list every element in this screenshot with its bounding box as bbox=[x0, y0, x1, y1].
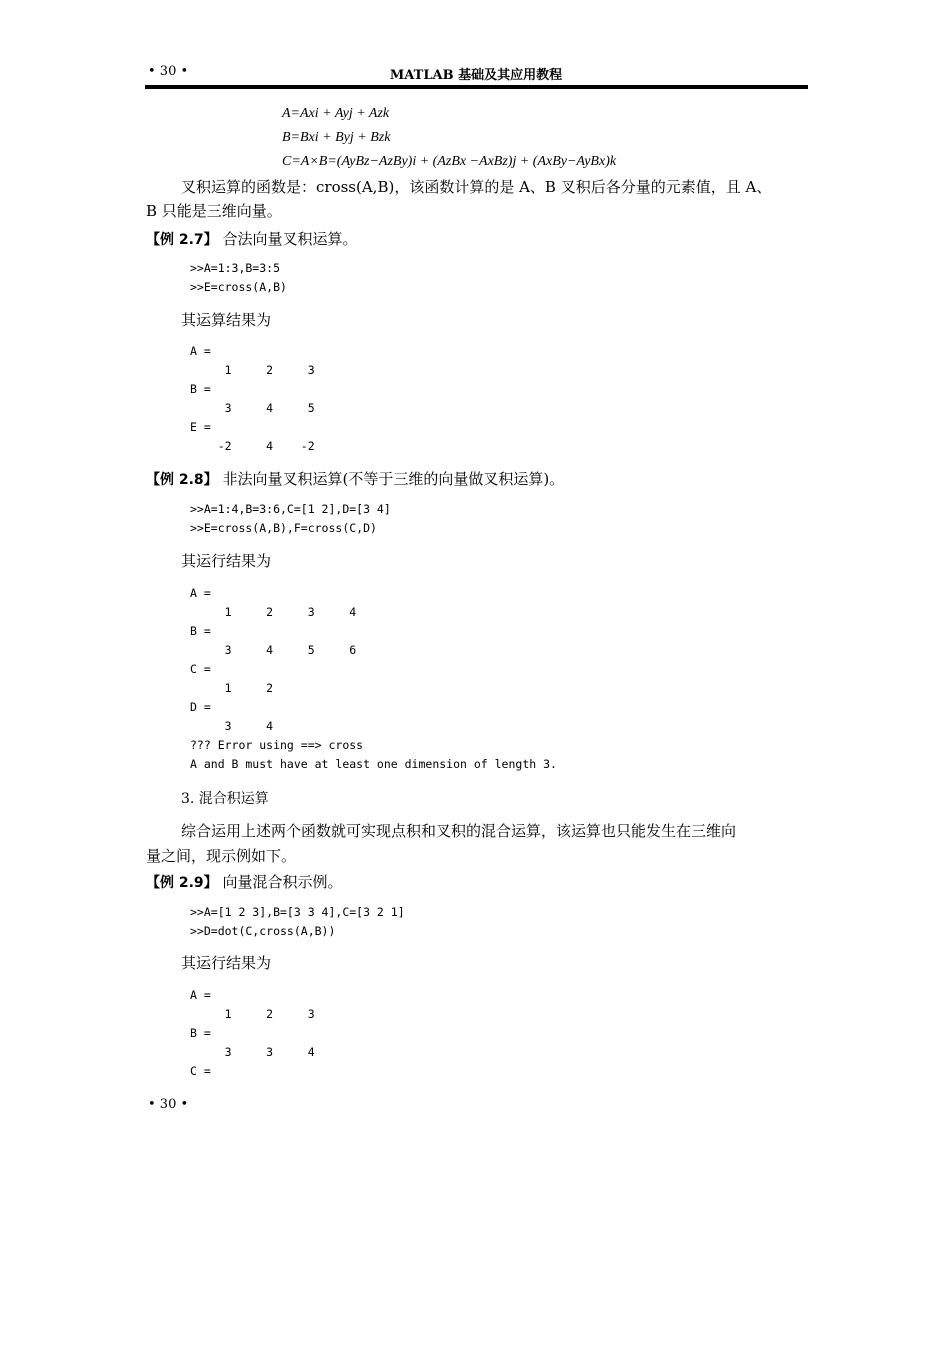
header-book-title: MATLAB 基础及其应用教程 bbox=[389, 68, 563, 83]
example-2-7-result-intro: 其运算结果为 bbox=[181, 311, 272, 329]
example-2-9-code: >>A=[1 2 3],B=[3 3 4],C=[3 2 1] >>D=dot(C,cross(A,B)) bbox=[190, 905, 405, 938]
intro-line-1: 叉积运算的函数是：cross(A,B)，该函数计算的是 A、B 叉积后各分量的元素值，且 A、 bbox=[181, 178, 772, 196]
example-2-7-code: >>A=1:3,B=3:5 >>E=cross(A,B) bbox=[190, 261, 287, 294]
example-2-9-result-intro: 其运行结果为 bbox=[181, 954, 272, 972]
example-title: 非法向量叉积运算(不等于三维的向量做叉积运算)。 bbox=[222, 470, 565, 488]
formula-a: A=Axi + Ayj + Azk bbox=[282, 106, 390, 121]
example-title: 合法向量叉积运算。 bbox=[222, 230, 358, 248]
section-3-heading: 3. 混合积运算 bbox=[181, 791, 269, 807]
example-2-7-output: A = 1 2 3 B = 3 4 5 E = -2 4 -2 bbox=[190, 344, 315, 453]
example-title: 向量混合积示例。 bbox=[222, 873, 343, 891]
intro-line-2: B 只能是三维向量。 bbox=[146, 202, 282, 220]
example-label: 【例 2.9】 bbox=[146, 875, 218, 891]
header-rule bbox=[145, 85, 808, 89]
example-2-9-output: A = 1 2 3 B = 3 3 4 C = bbox=[190, 988, 315, 1078]
example-2-8-output: A = 1 2 3 4 B = 3 4 5 6 C = 1 2 D = 3 4 ??? Error using ==> cross A and B must have at least one dimension of length 3. bbox=[190, 586, 557, 771]
example-2-8-heading bbox=[146, 468, 564, 489]
example-2-8-code: >>A=1:4,B=3:6,C=[1 2],D=[3 4] >>E=cross(A,B),F=cross(C,D) bbox=[190, 502, 391, 535]
footer-page-number: • 30 • bbox=[148, 1097, 189, 1112]
header-page-number: • 30 • bbox=[148, 64, 189, 79]
formula-c: C=A×B=(AyBz−AzBy)i + (AzBx −AxBz)j + (AxBy−AyBx)k bbox=[282, 154, 617, 169]
example-2-7-heading bbox=[146, 228, 357, 249]
section-3-line-2: 量之间，现示例如下。 bbox=[146, 847, 297, 865]
formula-b: B=Bxi + Byj + Bzk bbox=[282, 130, 391, 145]
example-label: 【例 2.8】 bbox=[146, 472, 218, 488]
example-2-9-heading bbox=[146, 871, 342, 892]
example-label: 【例 2.7】 bbox=[146, 232, 218, 248]
example-2-8-result-intro: 其运行结果为 bbox=[181, 552, 272, 570]
section-3-line-1: 综合运用上述两个函数就可实现点积和叉积的混合运算，该运算也只能发生在三维向 bbox=[181, 822, 737, 840]
